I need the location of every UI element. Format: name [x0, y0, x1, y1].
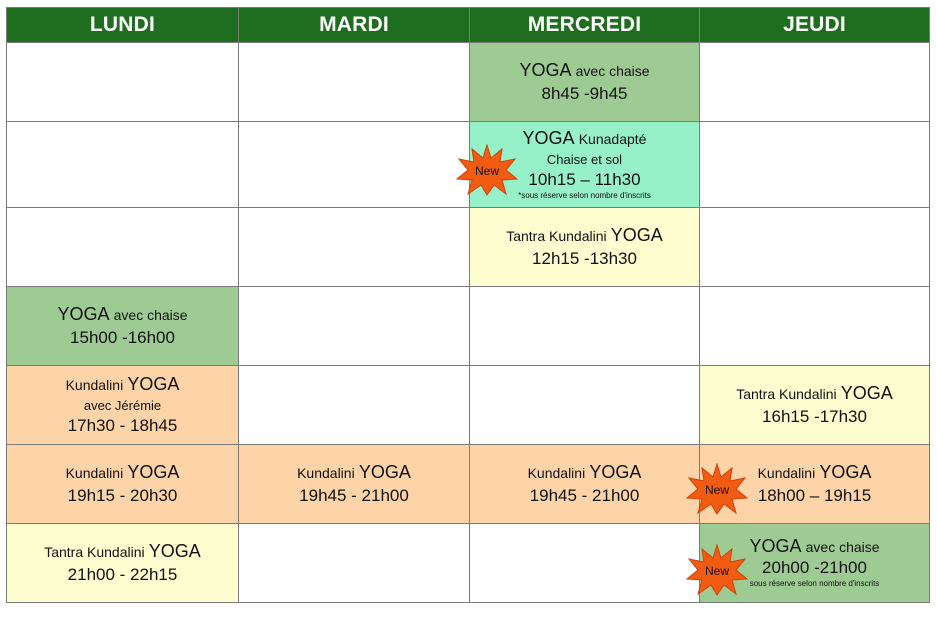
- empty-cell: [239, 524, 470, 603]
- class-subtitle: Tantra Kundalini: [44, 544, 145, 560]
- empty-cell: [700, 208, 930, 287]
- svg-text:New: New: [474, 164, 500, 178]
- day-header-mardi: MARDI: [239, 8, 470, 43]
- class-title: YOGA: [127, 462, 180, 482]
- empty-cell: [7, 122, 239, 208]
- class-cell-lundi-kundalini: [7, 445, 239, 524]
- class-time: 10h15 – 11h30: [528, 169, 641, 189]
- class-subtitle: avec chaise: [805, 539, 880, 555]
- class-subtitle: avec chaise: [575, 63, 650, 79]
- empty-cell: [239, 122, 470, 208]
- class-note: *sous réserve selon nombre d'inscrits: [518, 190, 651, 200]
- class-title: YOGA: [589, 462, 642, 482]
- class-detail: avec Jérémie: [83, 398, 162, 413]
- class-subtitle: Kundalini: [757, 465, 816, 481]
- class-title: YOGA: [819, 462, 872, 482]
- empty-cell: [470, 287, 700, 366]
- class-title: YOGA: [148, 541, 201, 561]
- empty-cell: [239, 287, 470, 366]
- empty-cell: [470, 366, 700, 445]
- class-cell-jeudi-chair-yoga: [700, 524, 930, 603]
- table-row: [7, 524, 930, 603]
- schedule-table: [6, 7, 930, 603]
- class-cell-jeudi-tantra: [700, 366, 930, 445]
- class-detail: Chaise et sol: [546, 151, 623, 167]
- class-time: 12h15 -13h30: [532, 249, 637, 268]
- class-cell-mercredi-tantra: [470, 208, 700, 287]
- day-header-lundi: LUNDI: [7, 8, 239, 43]
- class-subtitle: Kundalini: [297, 465, 355, 481]
- table-row: [7, 122, 930, 208]
- class-subtitle: Kunadapté: [578, 130, 647, 147]
- class-title: YOGA: [749, 536, 802, 556]
- empty-cell: [470, 524, 700, 603]
- new-badge-icon: [686, 544, 748, 596]
- day-header-mercredi: MERCREDI: [470, 8, 700, 43]
- header-row: [7, 8, 930, 43]
- class-subtitle: Kundalini: [65, 377, 124, 393]
- new-badge-icon: [686, 463, 748, 515]
- table-row: [7, 445, 930, 524]
- empty-cell: [700, 287, 930, 366]
- class-title: YOGA: [519, 60, 572, 80]
- class-time: 16h15 -17h30: [762, 407, 867, 426]
- empty-cell: [239, 208, 470, 287]
- table-row: [7, 366, 930, 445]
- new-badge-icon: [456, 144, 518, 196]
- table-row: [7, 43, 930, 122]
- class-title: YOGA: [358, 462, 411, 482]
- class-title: YOGA: [127, 374, 180, 394]
- class-time: 8h45 -9h45: [541, 84, 628, 103]
- class-cell-mercredi-kundalini: [470, 445, 700, 524]
- class-time: 19h45 - 21h00: [299, 486, 409, 505]
- class-time: 18h00 – 19h15: [757, 486, 872, 505]
- day-header-jeudi: JEUDI: [700, 8, 930, 43]
- class-title: YOGA: [522, 127, 575, 148]
- class-note: sous réserve selon nombre d'inscrits: [749, 579, 880, 588]
- class-time: 17h30 - 18h45: [67, 416, 178, 435]
- class-title: YOGA: [840, 383, 893, 403]
- class-cell-mercredi-kunadapte: [470, 122, 700, 208]
- class-subtitle: Tantra Kundalini: [736, 386, 837, 402]
- class-cell-jeudi-kundalini: [700, 445, 930, 524]
- class-title: YOGA: [610, 225, 663, 245]
- class-cell-lundi-kundalini-jeremie: [7, 366, 239, 445]
- class-time: 19h15 - 20h30: [67, 486, 178, 505]
- empty-cell: [7, 208, 239, 287]
- class-cell-lundi-tantra: [7, 524, 239, 603]
- empty-cell: [239, 366, 470, 445]
- class-subtitle: Kundalini: [65, 465, 124, 481]
- class-cell-mardi-kundalini: [239, 445, 470, 524]
- class-cell-mercredi-chair-yoga: [470, 43, 700, 122]
- svg-text:New: New: [704, 564, 730, 578]
- class-time: 20h00 -21h00: [762, 558, 867, 577]
- class-subtitle: Tantra Kundalini: [506, 228, 607, 244]
- class-title: YOGA: [57, 304, 110, 324]
- table-row: [7, 208, 930, 287]
- svg-text:New: New: [704, 483, 730, 497]
- class-time: 15h00 -16h00: [70, 328, 175, 347]
- class-subtitle: Kundalini: [527, 465, 586, 481]
- class-cell-lundi-chair-yoga: [7, 287, 239, 366]
- empty-cell: [239, 43, 470, 122]
- empty-cell: [700, 43, 930, 122]
- class-time: 21h00 - 22h15: [67, 565, 178, 584]
- class-subtitle: avec chaise: [113, 307, 188, 323]
- empty-cell: [7, 43, 239, 122]
- empty-cell: [700, 122, 930, 208]
- table-row: [7, 287, 930, 366]
- class-time: 19h45 - 21h00: [529, 486, 640, 505]
